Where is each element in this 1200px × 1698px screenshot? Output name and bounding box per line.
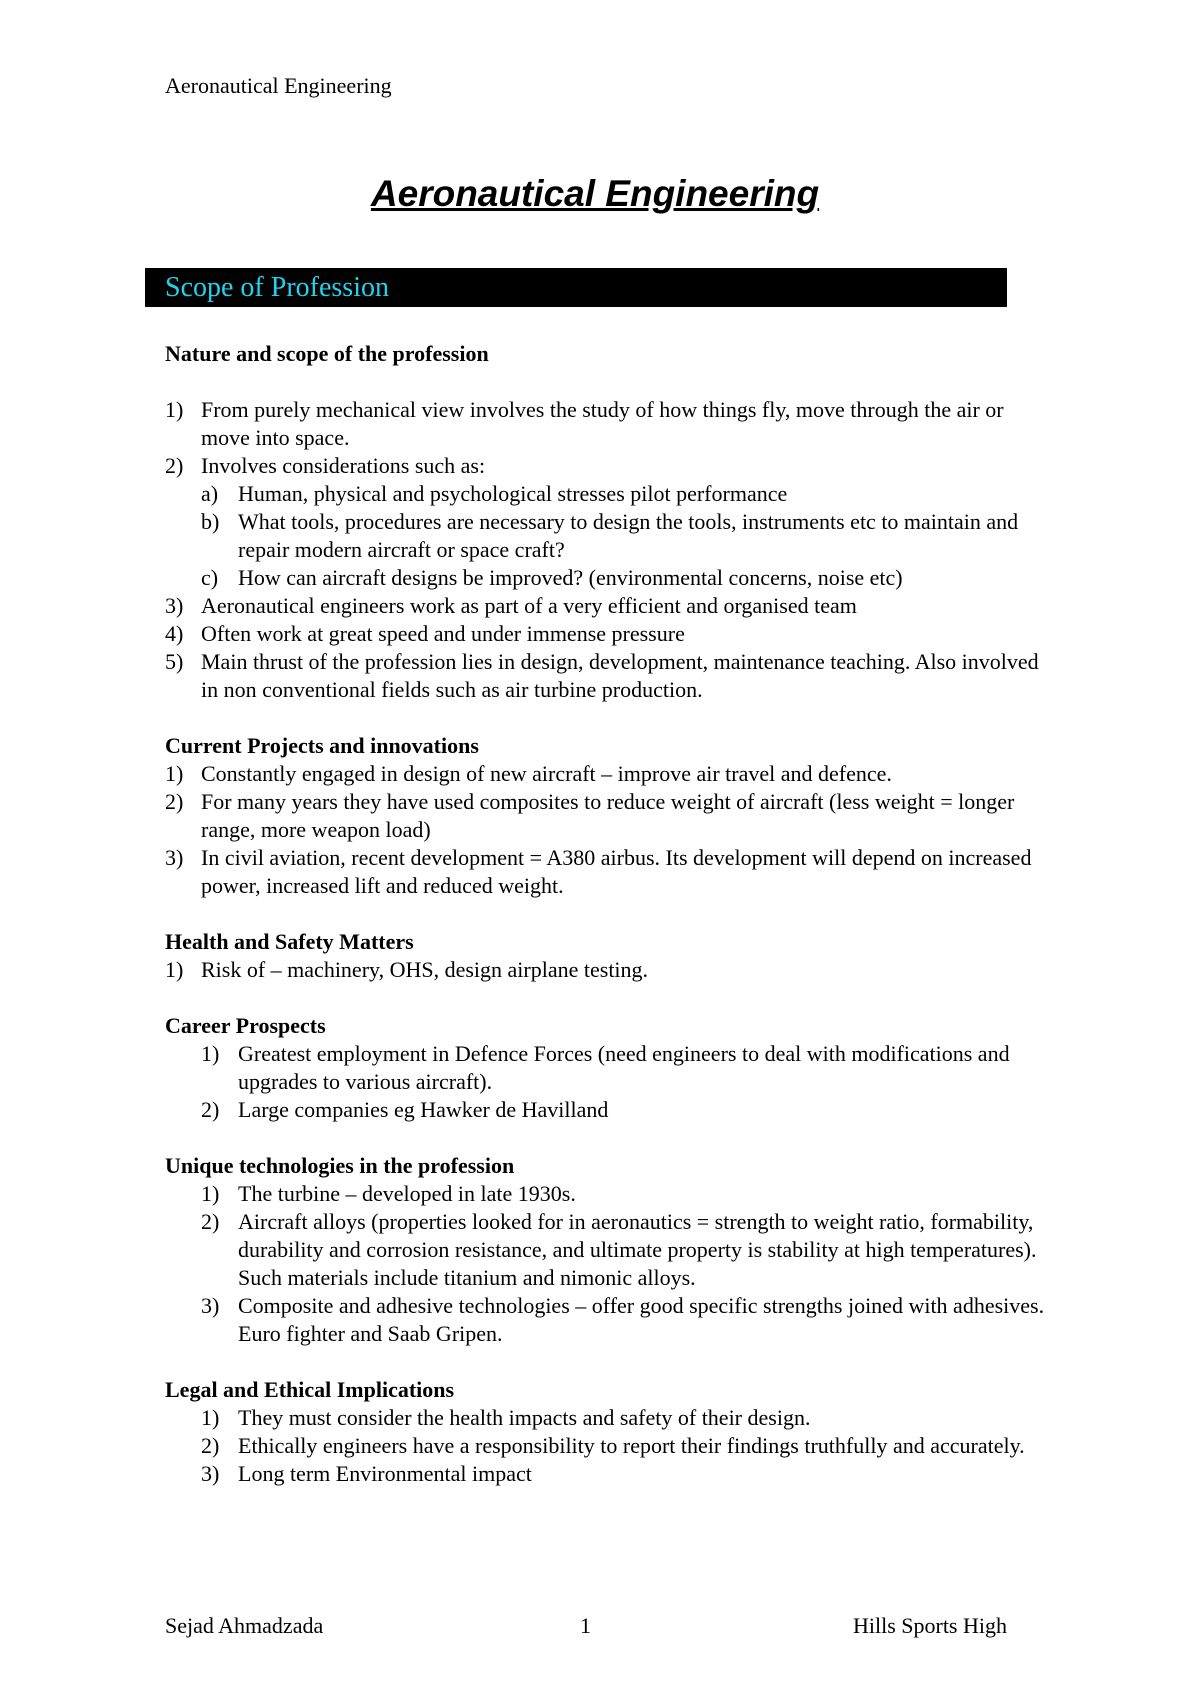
list-item-number: 3) <box>201 1293 220 1318</box>
list-item-text: In civil aviation, recent development = A380 airbus. Its development will depend on increased power, increased lift and reduced weight. <box>201 845 1032 898</box>
list-item <box>165 1460 1045 1488</box>
list-item <box>165 1404 1045 1432</box>
list-item-number: 1) <box>165 957 184 982</box>
list-item-number: 2) <box>165 453 184 478</box>
list-item <box>165 592 1045 620</box>
section-heading: Career Prospects <box>165 1013 326 1038</box>
list-item-number: 3) <box>165 593 184 618</box>
list-item-text: Main thrust of the profession lies in design, development, maintenance teaching. Also involved in non conventional fields such as air turbine production. <box>201 649 1039 702</box>
section-banner <box>145 268 1007 307</box>
list-item-number: 3) <box>165 845 184 870</box>
document-title: Aeronautical Engineering <box>370 173 820 214</box>
list-item-text: Involves considerations such as: <box>201 453 486 478</box>
list-item-number: c) <box>201 565 219 590</box>
section-heading: Unique technologies in the profession <box>165 1153 515 1178</box>
section-block <box>165 732 1045 900</box>
list-item <box>165 620 1045 648</box>
list-item-number: 5) <box>165 649 184 674</box>
section-heading: Legal and Ethical Implications <box>165 1377 455 1402</box>
list-item <box>165 1040 1045 1096</box>
list-item-number: 3) <box>201 1461 220 1486</box>
list-item <box>165 452 1045 480</box>
list-item-text: Ethically engineers have a responsibility to report their findings truthfully and accurately. <box>238 1433 1025 1458</box>
list-item <box>165 760 1045 788</box>
list-item-text: From purely mechanical view involves the study of how things fly, move through the air or move into space. <box>201 397 1004 450</box>
list-item-text: What tools, procedures are necessary to design the tools, instruments etc to maintain and repair modern aircraft or space craft? <box>238 509 1019 562</box>
list-item <box>165 1180 1045 1208</box>
list-item-number: a) <box>201 481 219 506</box>
footer-page-number: 1 <box>580 1613 591 1638</box>
list-item-number: 1) <box>201 1181 220 1206</box>
list-item-number: 2) <box>201 1097 220 1122</box>
list-item-text: Long term Environmental impact <box>238 1461 532 1486</box>
list-item <box>165 1096 1045 1124</box>
page-footer <box>165 1612 1007 1640</box>
list-item-number: 1) <box>201 1405 220 1430</box>
section-heading: Health and Safety Matters <box>165 929 414 954</box>
spacer <box>165 1348 1045 1376</box>
list-item <box>165 396 1045 452</box>
list-item <box>165 1208 1045 1292</box>
list-item-text: Large companies eg Hawker de Havilland <box>238 1097 609 1122</box>
list-item-text: Aeronautical engineers work as part of a very efficient and organised team <box>201 593 857 618</box>
list-item-number: b) <box>201 509 220 534</box>
spacer <box>165 984 1045 1012</box>
list-item-number: 4) <box>165 621 184 646</box>
list-item-text: They must consider the health impacts and safety of their design. <box>238 1405 811 1430</box>
spacer <box>165 1124 1045 1152</box>
list-item <box>165 508 1045 564</box>
section-block <box>165 1376 1045 1488</box>
list-item-number: 1) <box>165 397 184 422</box>
footer-school: Hills Sports High <box>852 1613 1007 1638</box>
list-item-text: Aircraft alloys (properties looked for in aeronautics = strength to weight ratio, formability, durability and corrosion resistance, and ultimate property is stability at high temperatures). Such materials include titanium and nimonic alloys. <box>238 1209 1037 1290</box>
running-header: Aeronautical Engineering <box>165 73 392 98</box>
list-item-text: For many years they have used composites to reduce weight of aircraft (less weight = longer range, more weapon load) <box>201 789 1015 842</box>
section-banner-label: Scope of Profession <box>165 272 389 303</box>
list-item-text: Composite and adhesive technologies – offer good specific strengths joined with adhesives. Euro fighter and Saab Gripen. <box>238 1293 1045 1346</box>
section-heading: Current Projects and innovations <box>165 733 479 758</box>
list-item-number: 2) <box>165 789 184 814</box>
footer-author: Sejad Ahmadzada <box>165 1613 324 1638</box>
list-item-number: 1) <box>165 761 184 786</box>
spacer <box>165 900 1045 928</box>
list-item-number: 1) <box>201 1041 220 1066</box>
section-block <box>165 1152 1045 1348</box>
section-block <box>165 1012 1045 1124</box>
list-item-number: 2) <box>201 1433 220 1458</box>
spacer <box>165 704 1045 732</box>
list-item <box>165 648 1045 704</box>
list-item <box>165 956 1045 984</box>
list-item <box>165 788 1045 844</box>
list-item <box>165 564 1045 592</box>
list-item-number: 2) <box>201 1209 220 1234</box>
list-item <box>165 844 1045 900</box>
list-item-text: Often work at great speed and under immense pressure <box>201 621 685 646</box>
list-item <box>165 1432 1045 1460</box>
document-body <box>165 340 1045 1488</box>
list-item-text: How can aircraft designs be improved? (environmental concerns, noise etc) <box>238 565 903 590</box>
list-item <box>165 1292 1045 1348</box>
section-block <box>165 340 1045 704</box>
list-item-text: Greatest employment in Defence Forces (need engineers to deal with modifications and upgrades to various aircraft). <box>238 1041 1010 1094</box>
spacer <box>165 368 1045 396</box>
list-item-text: The turbine – developed in late 1930s. <box>238 1181 576 1206</box>
list-item-text: Human, physical and psychological stresses pilot performance <box>238 481 788 506</box>
section-heading: Nature and scope of the profession <box>165 341 489 366</box>
list-item-text: Constantly engaged in design of new aircraft – improve air travel and defence. <box>201 761 892 786</box>
list-item-text: Risk of – machinery, OHS, design airplane testing. <box>201 957 649 982</box>
section-block <box>165 928 1045 984</box>
list-item <box>165 480 1045 508</box>
